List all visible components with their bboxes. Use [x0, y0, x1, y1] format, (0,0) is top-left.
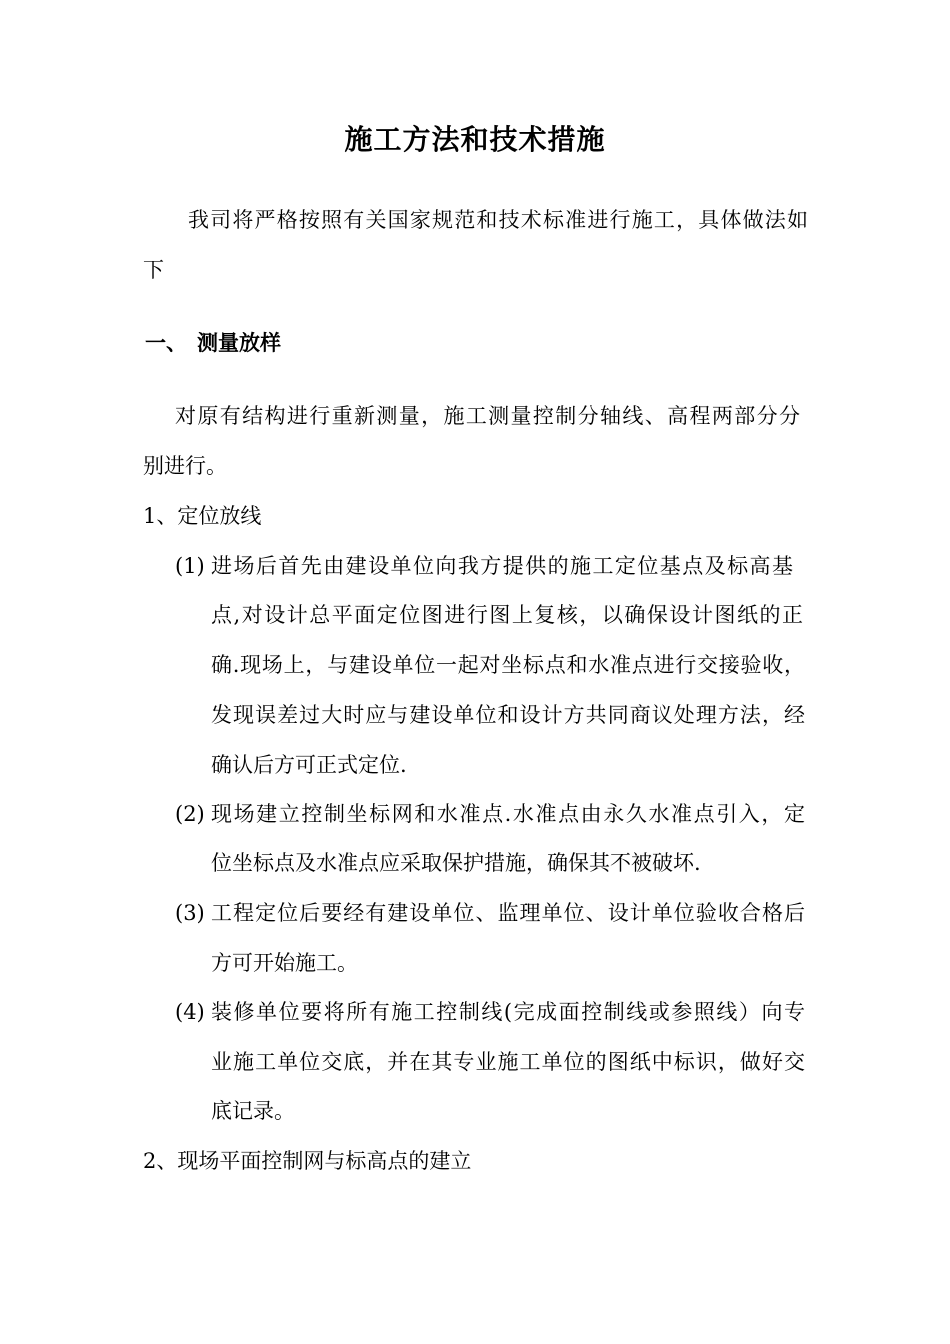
list-item-line: 点,对设计总平面定位图进行图上复核，以确保设计图纸的正 — [211, 603, 803, 627]
list-item-number: (1) — [175, 554, 205, 578]
section-heading — [145, 328, 281, 358]
list-item-number: (4) — [175, 1000, 205, 1024]
list-item-line: 现场建立控制坐标网和水准点.水准点由永久水准点引入，定 — [211, 802, 805, 826]
list-item-line: 确.现场上，与建设单位一起对坐标点和水准点进行交接验收， — [211, 653, 805, 677]
list-item-number: (2) — [175, 802, 205, 826]
intro-line-2: 下 — [143, 258, 164, 282]
list-item-line: 工程定位后要经有建设单位、监理单位、设计单位验收合格后 — [211, 901, 805, 925]
section-para-line-1: 对原有结构进行重新测量，施工测量控制分轴线、高程两部分分 — [175, 404, 800, 428]
list-item-line: 底记录。 — [211, 1099, 295, 1123]
list-item-line: 发现误差过大时应与建设单位和设计方共同商议处理方法，经 — [211, 703, 805, 727]
list-item-line: 装修单位要将所有施工控制线(完成面控制线或参照线）向专 — [211, 1000, 805, 1024]
intro-line-1: 我司将严格按照有关国家规范和技术标准进行施工，具体做法如 — [188, 208, 808, 232]
subsection-heading-2: 2、现场平面控制网与标高点的建立 — [143, 1149, 472, 1173]
list-item-number: (3) — [175, 901, 205, 925]
subsection-heading-1: 1、定位放线 — [143, 504, 262, 528]
list-item-line: 业施工单位交底，并在其专业施工单位的图纸中标识，做好交 — [211, 1050, 805, 1074]
list-item-line: 进场后首先由建设单位向我方提供的施工定位基点及标高基 — [211, 554, 793, 578]
list-item-line: 方可开始施工。 — [211, 951, 358, 975]
document-title: 施工方法和技术措施 — [344, 123, 606, 156]
section-title: 测量放样 — [197, 331, 281, 355]
section-para-line-2: 别进行。 — [143, 454, 227, 478]
list-item-line: 确认后方可正式定位. — [211, 753, 407, 777]
list-item-line: 位坐标点及水准点应采取保护措施，确保其不被破坏. — [211, 851, 701, 875]
section-number: 一、 — [145, 331, 187, 355]
